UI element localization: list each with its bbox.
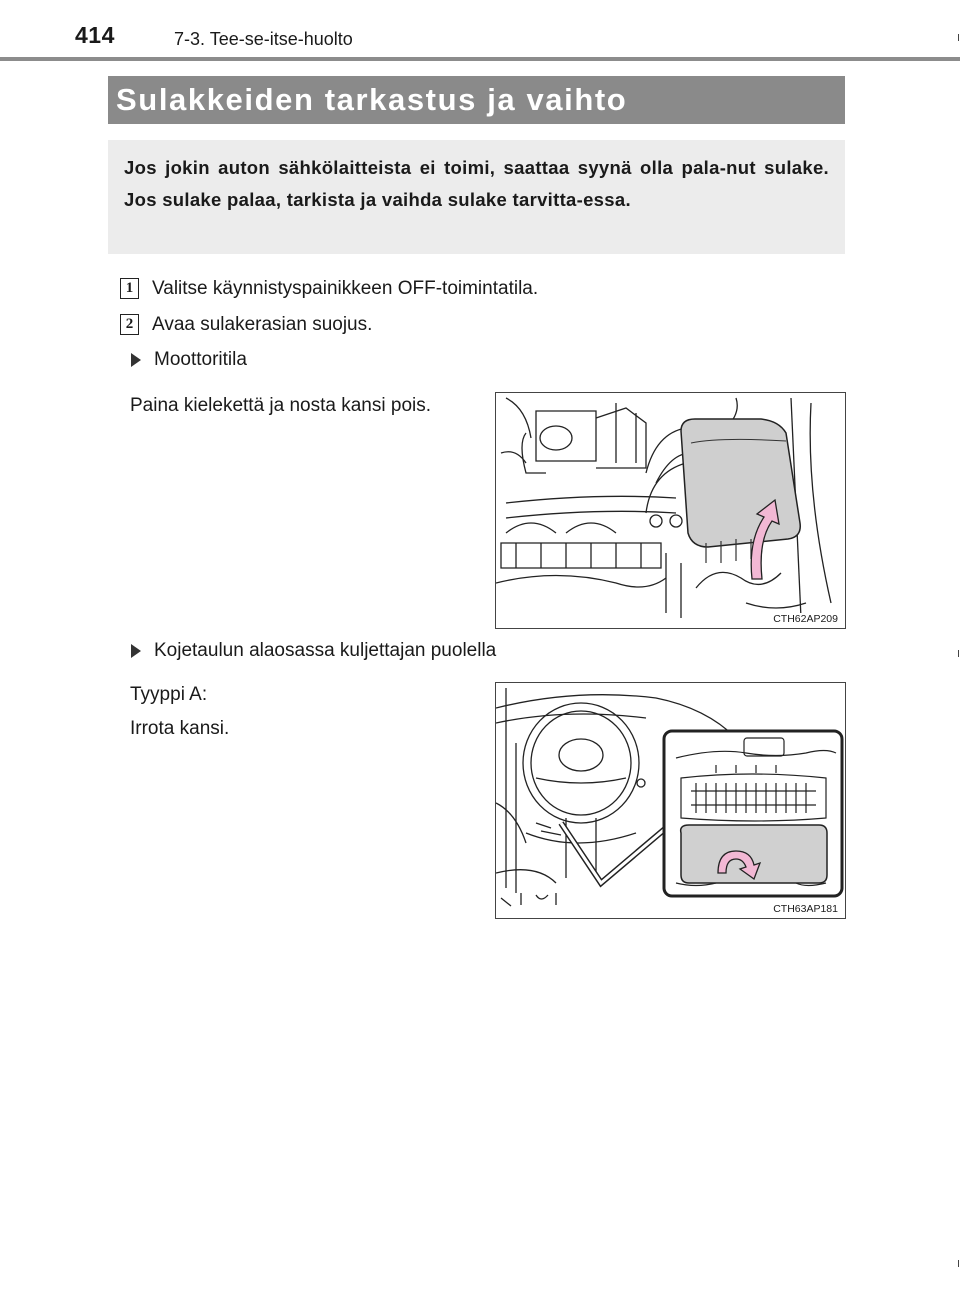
instrument-panel-fuse-figure — [495, 682, 846, 919]
section-reference: 7-3. Tee-se-itse-huolto — [174, 29, 353, 49]
instruction-text: Tyyppi A: — [130, 684, 208, 705]
subsection-heading — [131, 640, 496, 662]
step-number-badge: 1 — [120, 278, 139, 299]
engine-bay-illustration — [496, 393, 846, 629]
instruction-text: Paina kielekettä ja nosta kansi pois. — [130, 395, 432, 416]
triangle-bullet-icon — [131, 644, 141, 658]
intro-text: Jos jokin auton sähkölaitteista ei toimi, saattaa syynä olla pala-nut sulake. Jos sulake palaa, tarkista ja vaihda sulake tarvitta-essa. — [124, 157, 829, 210]
triangle-bullet-icon — [131, 353, 141, 367]
step-text: Avaa sulakerasian suojus. — [152, 314, 373, 335]
intro-box — [108, 140, 845, 254]
crop-mark — [958, 650, 959, 657]
step-number-badge: 2 — [120, 314, 139, 335]
header-divider — [0, 57, 960, 61]
subsection-heading-text: Moottoritila — [154, 349, 247, 370]
figure-code: CTH63AP181 — [773, 903, 838, 915]
subsection-heading — [131, 349, 247, 371]
instruction-text: Irrota kansi. — [130, 718, 230, 739]
subsection-heading-text: Kojetaulun alaosassa kuljettajan puolella — [154, 640, 497, 661]
steering-wheel-illustration — [496, 683, 846, 919]
page-number: 414 — [75, 22, 115, 48]
engine-fuse-box-figure — [495, 392, 846, 629]
crop-mark — [958, 34, 959, 41]
figure-code: CTH62AP209 — [773, 613, 838, 625]
section-title-bar — [108, 76, 845, 124]
crop-mark — [958, 1260, 959, 1267]
step-text: Valitse käynnistyspainikkeen OFF-toimintatila. — [152, 278, 539, 299]
section-title: Sulakkeiden tarkastus ja vaihto — [116, 82, 628, 117]
